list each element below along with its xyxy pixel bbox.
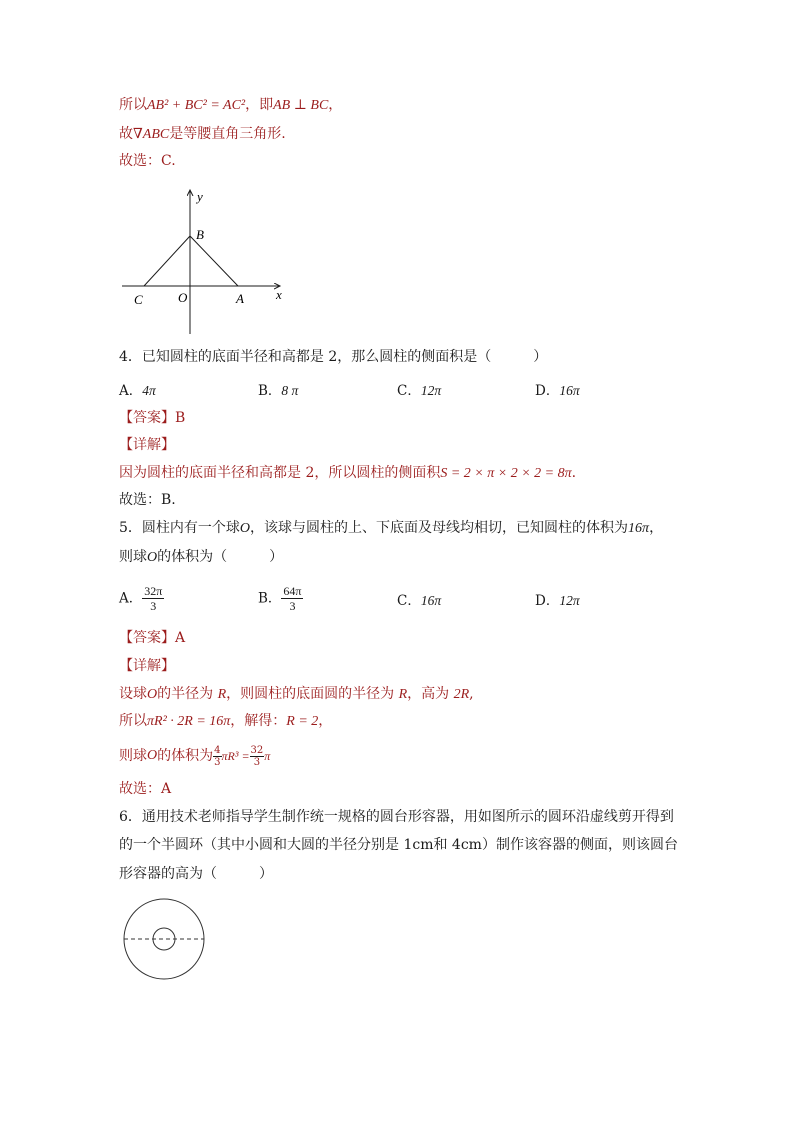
q5-explanation-line2: 所以πR² · 2R = 16π，解得：R = 2， [119, 713, 333, 729]
q4-option-c[interactable]: C．12π [397, 383, 442, 399]
segment-BA [190, 236, 238, 286]
label-C: C [134, 292, 143, 307]
q4-detail-heading: 【详解】 [119, 437, 175, 453]
q5-answer: 【答案】A [119, 630, 186, 646]
label-A: A [236, 291, 244, 306]
q5-fraction-4-3: $\frac{4}{3}$ [214, 744, 221, 768]
label-O: O [178, 290, 188, 305]
q4-stem: 4．已知圆柱的底面半径和高都是 2，那么圆柱的侧面积是（ ） [119, 349, 548, 365]
q4-option-b[interactable]: B．8 π [258, 383, 299, 399]
q5-explanation-line3: 则球O的体积为 $\frac{4}{3}$ πR³ = $\frac{32}{3}$ π [119, 744, 271, 768]
q5-option-c[interactable]: C．16π [397, 593, 442, 609]
q6-stem-line2: 的一个半圆环（其中小圆和大圆的半径分别是 1cm和 4cm）制作该容器的侧面，则该圆台 [119, 837, 678, 853]
q6-stem-line1: 6．通用技术老师指导学生制作统一规格的圆台形容器，用如图所示的圆环沿虚线剪开得到 [119, 809, 674, 825]
coordinate-triangle-figure [118, 180, 298, 340]
q5-stem-line2: 则球O的体积为（ ） [119, 549, 284, 565]
q5-option-a[interactable]: A． $\frac{32\pi}{3}$ [119, 584, 163, 613]
q4-option-d[interactable]: D．16π [535, 383, 580, 399]
q5-choice: 故选：A [119, 781, 172, 797]
q5-option-d[interactable]: D．12π [535, 593, 580, 609]
q5-option-a-fraction: $\frac{32\pi}{3}$ [144, 584, 163, 613]
label-x: x [276, 287, 282, 302]
q5-fraction-32-3: $\frac{32}{3}$ [250, 744, 264, 768]
prev-solution-line2: 故∇ABC是等腰直角三角形. [119, 126, 286, 142]
q4-choice: 故选：B. [119, 492, 176, 508]
q6-stem-line3: 形容器的高为（ ） [119, 866, 273, 882]
q5-detail-heading: 【详解】 [119, 658, 175, 674]
label-y: y [197, 189, 203, 204]
inner-circle [153, 928, 175, 950]
q5-option-b-fraction: $\frac{64\pi}{3}$ [283, 584, 302, 613]
q5-explanation-line1: 设球O的半径为 R，则圆柱的底面圆的半径为 R，高为 2R, [119, 686, 474, 702]
q4-answer: 【答案】B [119, 410, 186, 426]
annulus-figure [114, 889, 214, 989]
prev-solution-choice: 故选：C. [119, 153, 176, 169]
prev-solution-line1: 所以AB² + BC² = AC²，即AB ⊥ BC， [119, 97, 343, 113]
label-B: B [196, 227, 204, 242]
q4-option-a[interactable]: A．4π [119, 383, 156, 399]
q4-explanation: 因为圆柱的底面半径和高都是 2，所以圆柱的侧面积S = 2 × π × 2 × 2 = 8π. [119, 465, 577, 481]
q5-stem-line1: 5．圆柱内有一个球O，该球与圆柱的上、下底面及母线均相切，已知圆柱的体积为16π， [119, 520, 664, 536]
outer-circle [124, 899, 204, 979]
q5-option-b[interactable]: B． $\frac{64\pi}{3}$ [258, 584, 302, 613]
segment-CB [144, 236, 190, 286]
